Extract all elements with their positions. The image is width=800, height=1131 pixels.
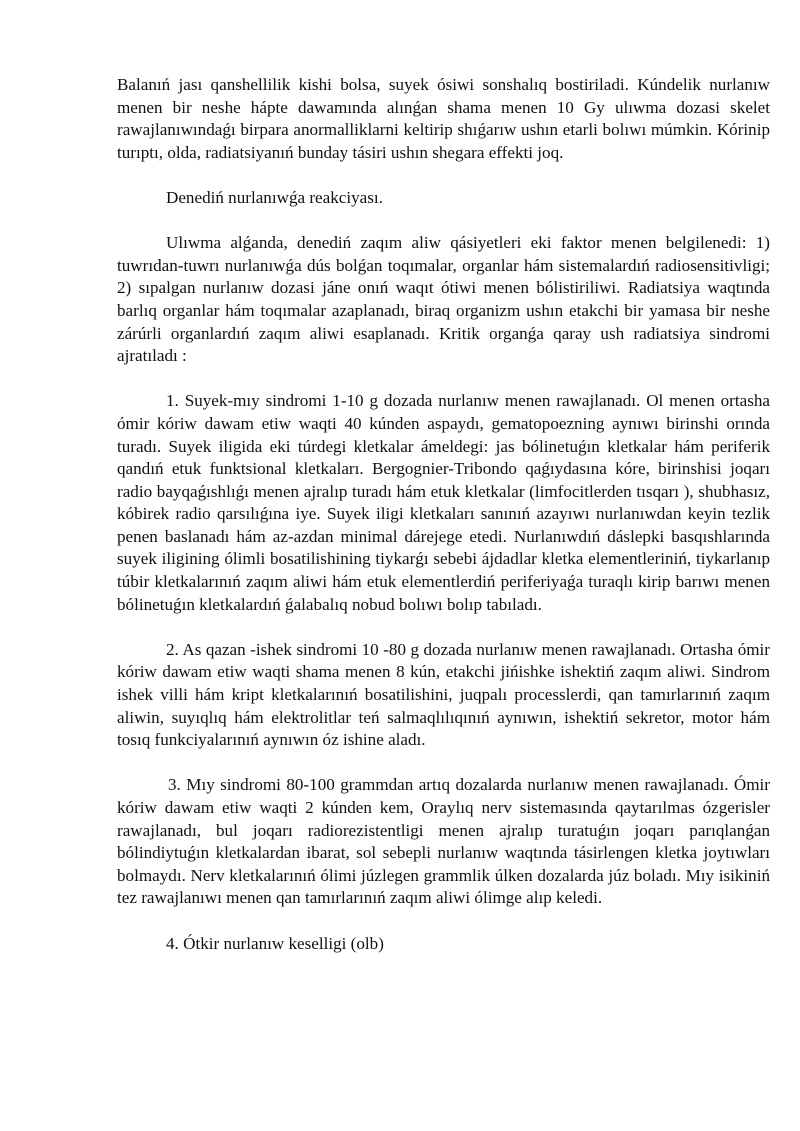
list-item-acute-radiation-sickness: 4. Ótkir nurlanıw keselligi (olb) xyxy=(166,933,384,953)
spacer xyxy=(117,616,770,639)
list-item-brain-syndrome: 3. Mıy sindromi 80-100 grammdan artıq dozalarda nurlanıw menen rawajlanadı. Ómir kóriw dawam etiw waqti 2 kúnden kem, Oraylıq nerv sistemasında qaytarılmas ózgerisler rawajlanadı, bul joqarı radiorezistentligi menen ajralıp turatuǵın joqarı parıqlanǵan bólindiytuǵın kletkalardan ibarat, sol sebepli nurlanıw waqtında tásirlengen kletka joytıwları bolmaydı. Nerv kletkalarınıń ólimi júzlegen grammlik úlken dozalarda júz boladı. Mıy isikiniń tez rawajlanıwı menen qan tamırlarınıń zaqım aliwi ólimge alıp keledi. xyxy=(117,775,770,908)
section-heading: Denediń nurlanıwǵa reakciyası. xyxy=(166,187,383,207)
spacer xyxy=(117,752,770,775)
paragraph-reaction: Ulıwma alǵanda, denediń zaqım aliw qásiyetleri eki faktor menen belgilenedi: 1) tuwrıdan-tuwrı nurlanıwǵa dús bolǵan toqımalar, organlar hám sistemalardıń radiosensitivligi; 2) sıpalgan nurlanıw dozasi jáne onıń waqıt ótiwi menen bólistiriliwi. Radiatsiya waqtında barlıq organlar hám toqımalar azaplanadı, biraq organizm ushın etakchi bir yamasa bir neshe zárúrli organlardıń zaqım aliwi esaplanadı. Kritik organǵa qaray ush radiatsiya sindromi ajratıladı : xyxy=(117,233,770,366)
spacer xyxy=(117,910,770,933)
spacer xyxy=(117,164,770,187)
document-page xyxy=(117,74,770,955)
paragraph-intro: Balanıń jası qanshellilik kishi bolsa, suyek ósiwi sonshalıq bostiriladi. Kúndelik nurlanıw menen bir neshe hápte dawamında alınǵan shama menen 10 Gy ulıwma dozasi skelet rawajlanıwındaǵı birpara anormalliklarni keltirip shıǵarıw ushın etarli bolıwı múmkin. Kórinip turıptı, olda, radiatsiyanıń bunday tásiri ushın shegara effekti joq. xyxy=(117,75,770,162)
list-item-gastrointestinal-syndrome: 2. As qazan -ishek sindromi 10 -80 g dozada nurlanıw menen rawajlanadı. Ortasha ómir kóriw dawam etiw waqti shama menen 8 kún, etakchi jińishke ishektiń zaqım aliwi. Sindrom ishek villi hám kript kletkalarınıń bosatilishini, juqpalı processlerdi, qan tamırlarınıń zaqım aliwin, suyıqlıq hám elektrolitlar teń salmaqlılıqınıń aynıwın, ishektiń sekretor, motor hám tosıq funkciyalarınıń aynıwın óz ishine aladı. xyxy=(117,639,770,750)
spacer xyxy=(117,210,770,233)
list-item-bone-marrow-syndrome: 1. Suyek-mıy sindromi 1-10 g dozada nurlanıw menen rawajlanadı. Ol menen ortasha ómir kóriw dawam etiw waqti 40 kúnden aspaydı, gematopoezning aynıwı birinshi orında turadı. Suyek iligida eki túrdegi kletkalar ámeldegi: jas bólinetuǵın kletkalar hám periferik qandıń etuk funktsional kletkaları. Bergognier-Tribondo qaǵıydasına kóre, birinshisi joqarı radio bayqaǵıshlıǵı menen ajralıp turadı hám etuk kletkalar (limfocitlerden tısqarı ), shubhasız, kóbirek radio qarsılıǵına iye. Suyek iligi kletkaları sanınıń azayıwı nurlanıwdan keyin tezlik penen baslanadı hám az-azdan minimal dárejege etedi. Nurlanıwdıń dáslepki basqıshlarında suyek iligining ólimli bosatilishining tiykarǵı sebebi ájdadlar kletka elementleriniń, tiykarlanıp túbir kletkalarınıń zaqım aliwi hám etuk elementlerdiń periferiyaǵa turaqlı kirip barıwı menen bólinetuǵın kletkalardıń ǵalabalıq nobud bolıwı bolıp tabıladı. xyxy=(117,391,770,614)
spacer xyxy=(117,368,770,391)
